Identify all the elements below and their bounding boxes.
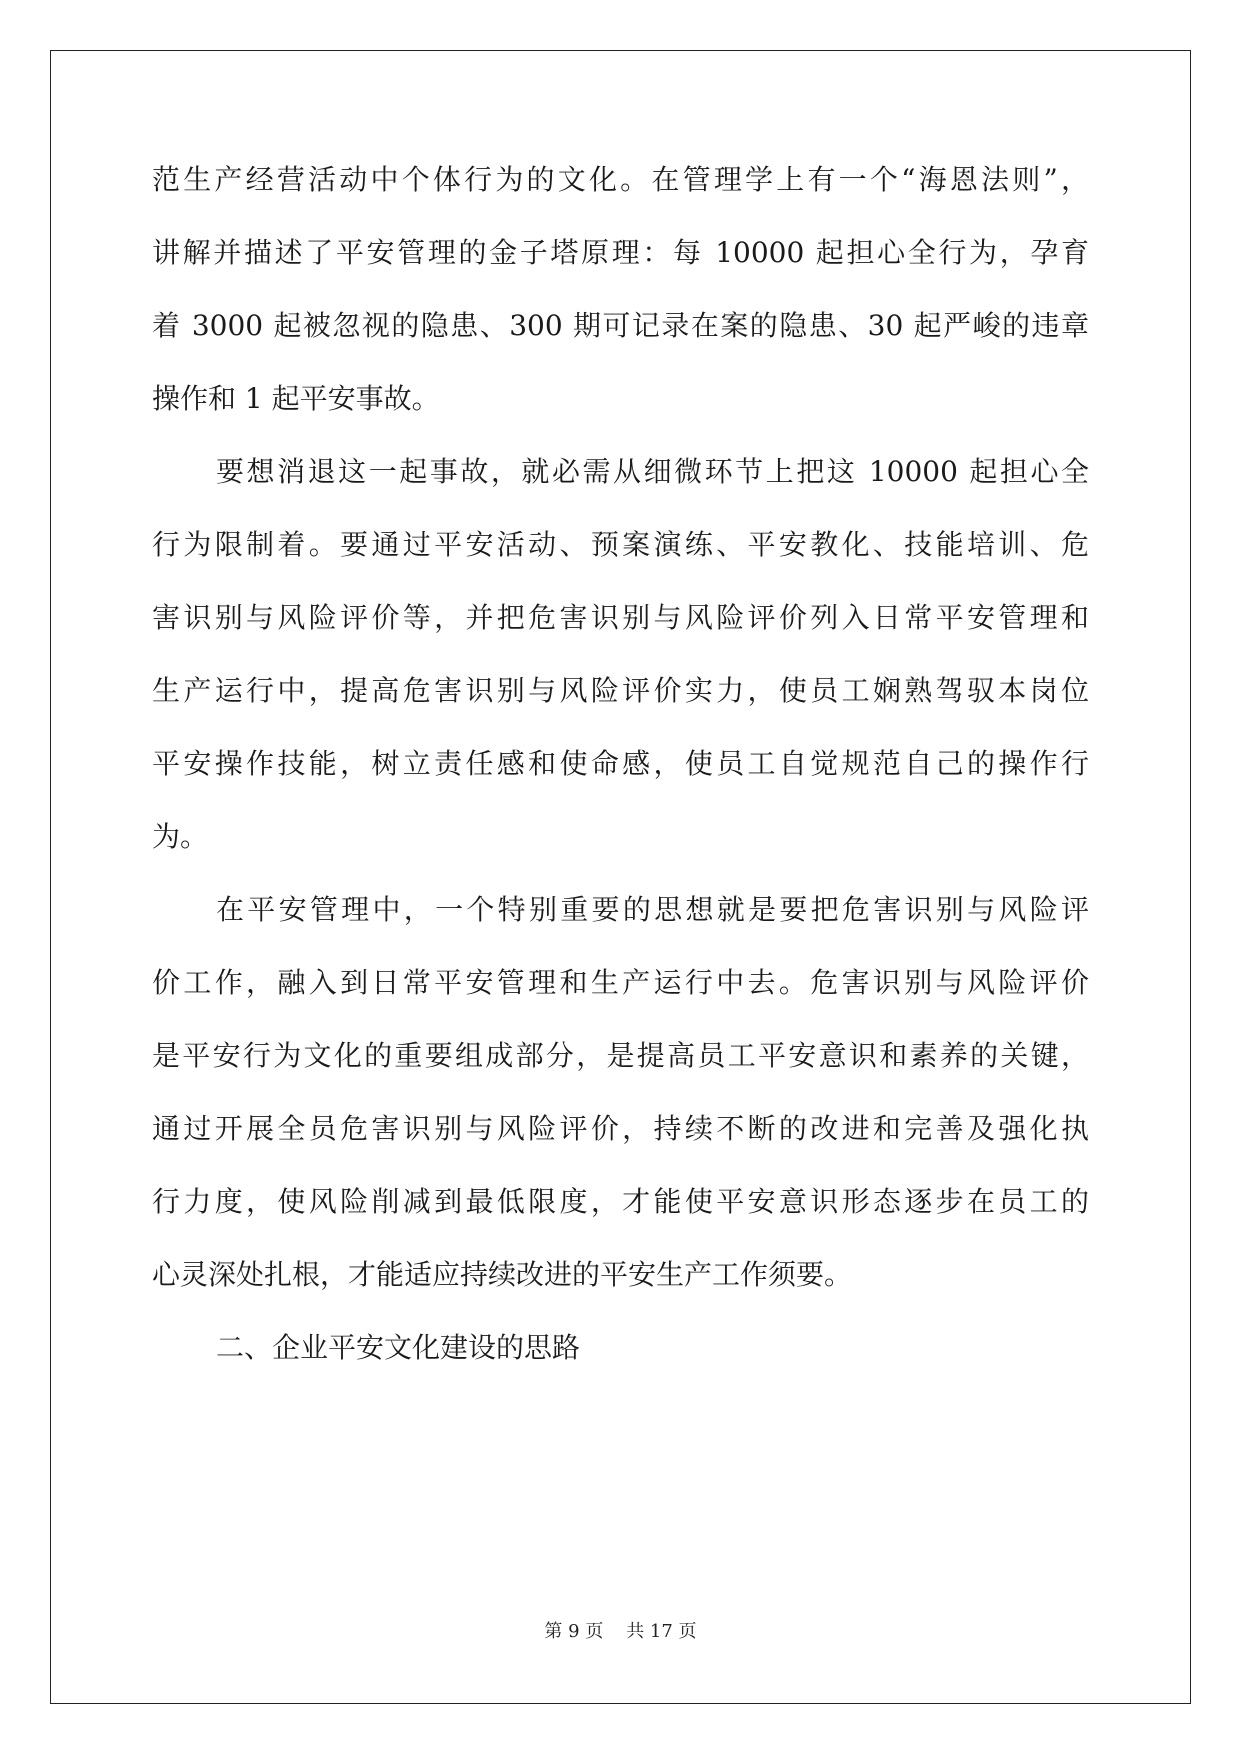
paragraph-3-line-6: 心灵深处扎根，才能适应持续改进的平安生产工作须要。 xyxy=(152,1258,853,1291)
paragraph-1-line-4: 操作和 1 起平安事故。 xyxy=(152,382,440,415)
paragraph-1-line-1: 范生产经营活动中个体行为的文化。在管理学上有一个“海恩法则”， xyxy=(152,163,1089,196)
paragraph-3-line-5: 行力度，使风险削减到最低限度，才能使平安意识形态逐步在员工的 xyxy=(152,1185,1089,1218)
paragraph-2-line-3: 害识别与风险评价等，并把危害识别与风险评价列入日常平安管理和 xyxy=(152,601,1089,634)
paragraph-3-line-1: 在平安管理中，一个特别重要的思想就是要把危害识别与风险评 xyxy=(216,893,1089,926)
paragraph-2-line-2: 行为限制着。要通过平安活动、预案演练、平安教化、技能培训、危 xyxy=(152,528,1089,561)
paragraph-3-line-4: 通过开展全员危害识别与风险评价，持续不断的改进和完善及强化执 xyxy=(152,1112,1089,1145)
page-number-footer: 第 9 页 共 17 页 xyxy=(544,1621,697,1642)
paragraph-2-line-1: 要想消退这一起事故，就必需从细微环节上把这 10000 起担心全 xyxy=(216,455,1089,488)
paragraph-2-line-6: 为。 xyxy=(152,820,209,853)
section-heading: 二、企业平安文化建设的思路 xyxy=(216,1331,581,1364)
paragraph-2-line-4: 生产运行中，提高危害识别与风险评价实力，使员工娴熟驾驭本岗位 xyxy=(152,674,1089,707)
paragraph-3-line-3: 是平安行为文化的重要组成部分，是提高员工平安意识和素养的关键， xyxy=(152,1039,1089,1072)
paragraph-1-line-2: 讲解并描述了平安管理的金子塔原理：每 10000 起担心全行为，孕育 xyxy=(152,236,1089,269)
page-border xyxy=(50,50,1191,1704)
paragraph-1-line-3: 着 3000 起被忽视的隐患、300 期可记录在案的隐患、30 起严峻的违章 xyxy=(152,309,1089,342)
paragraph-3-line-2: 价工作，融入到日常平安管理和生产运行中去。危害识别与风险评价 xyxy=(152,966,1089,999)
paragraph-2-line-5: 平安操作技能，树立责任感和使命感，使员工自觉规范自己的操作行 xyxy=(152,747,1089,780)
